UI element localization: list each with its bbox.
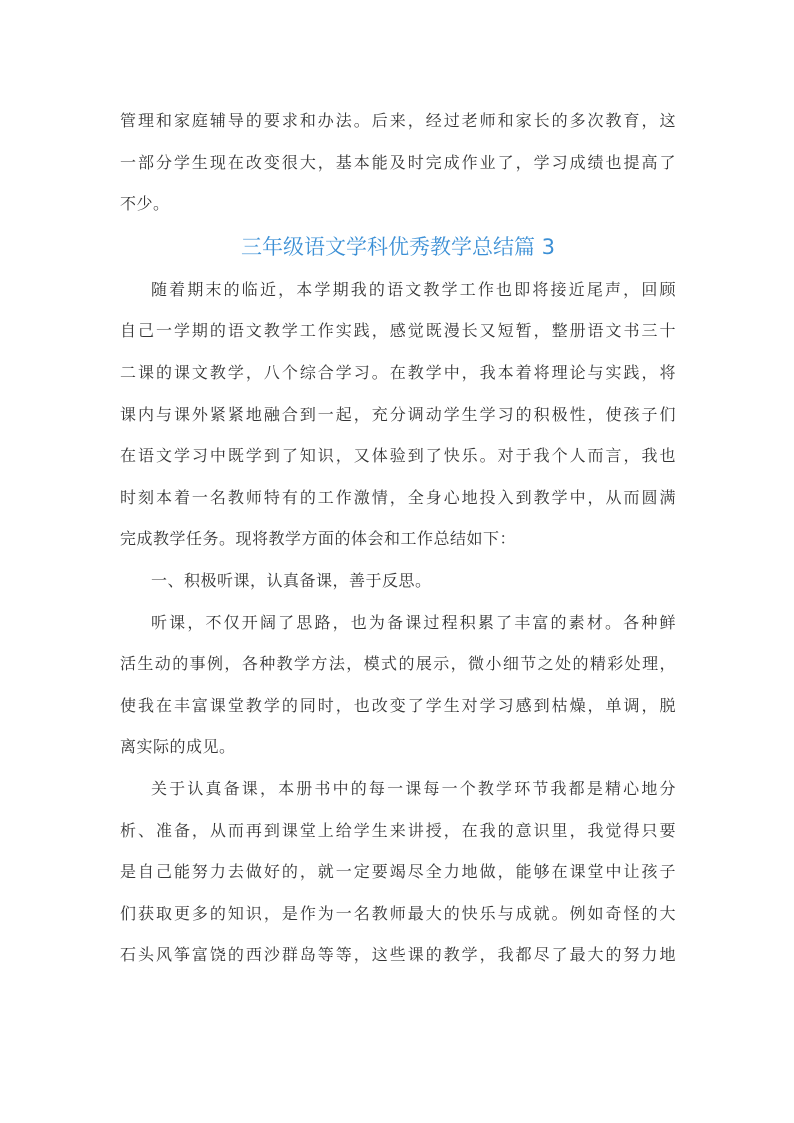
text-line: 听课，不仅开阔了思路，也为备课过程积累了丰富的素材。各种鲜 [151,612,676,632]
text-line: 完成教学任务。现将教学方面的体会和工作总结如下： [120,529,517,549]
text-line: 在语文学习中既学到了知识，又体验到了快乐。对于我个人而言，我也 [120,446,676,466]
text-line: 不少。 [120,194,170,214]
text-line: 一部分学生现在改变很大，基本能及时完成作业了，学习成绩也提高了 [120,152,676,172]
text-line: 使我在丰富课堂教学的同时，也改变了学生对学习感到枯燥，单调，脱 [120,695,676,715]
section-title: 三年级语文学科优秀教学总结篇 3 [240,234,556,259]
paragraph-preparation [120,768,676,976]
text-line: 课内与课外紧紧地融合到一起，充分调动学生学习的积极性，使孩子们 [120,404,676,424]
text-line: 活生动的事例，各种教学方法，模式的展示，微小细节之处的精彩处理， [120,654,676,674]
document-page [120,100,676,976]
paragraph-listening [120,602,676,768]
text-line: 二课的课文教学，八个综合学习。在教学中，我本着将理论与实践，将 [120,362,676,382]
text-line: 自己一学期的语文教学工作实践，感觉既漫长又短暂，整册语文书三十 [120,321,676,341]
text-line: 析、准备，从而再到课堂上给学生来讲授，在我的意识里，我觉得只要 [120,820,676,840]
text-line: 管理和家庭辅导的要求和办法。后来，经过老师和家长的多次教育，这 [120,111,676,130]
text-line: 时刻本着一名教师特有的工作激情，全身心地投入到教学中，从而圆满 [120,487,676,507]
text-line: 们获取更多的知识，是作为一名教师最大的快乐与成就。例如奇怪的大 [120,903,676,923]
text-line: 离实际的成见。 [120,737,236,757]
continuation-paragraph [120,100,676,225]
text-line: 石头风筝富饶的西沙群岛等等，这些课的教学，我都尽了最大的努力地 [120,945,676,965]
paragraph-intro [120,269,676,560]
text-line: 是自己能努力去做好的，就一定要竭尽全力地做，能够在课堂中让孩子 [120,862,676,882]
subheading: 一、积极听课，认真备课，善于反思。 [151,570,432,590]
text-line: 随着期末的临近，本学期我的语文教学工作也即将接近尾声，回顾 [151,279,676,299]
text-line: 关于认真备课，本册书中的每一课每一个教学环节我都是精心地分 [151,778,676,798]
